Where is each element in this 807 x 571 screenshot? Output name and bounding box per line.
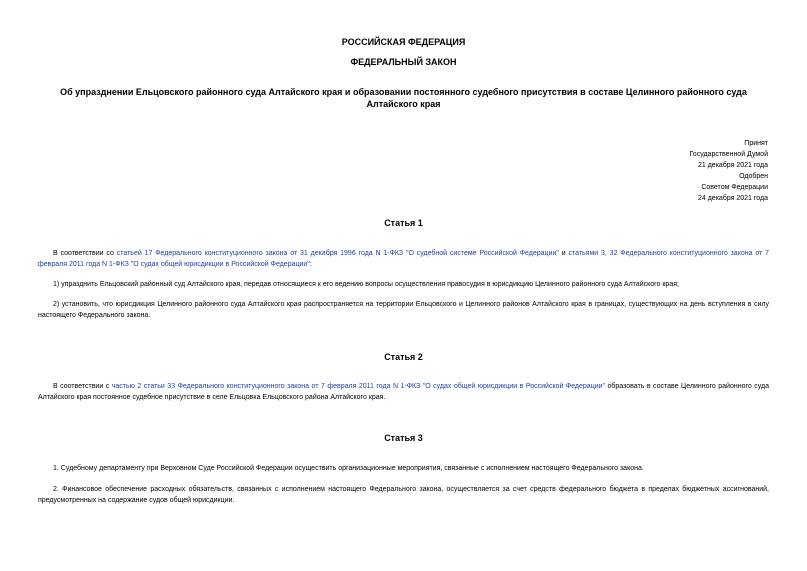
accept-line: Советом Федерации [701,184,768,191]
article-1-paragraph-1: В соответствии со статьей 17 Федерального конституционного закона от 31 декабря 1996 года N 1-ФКЗ "О судебной системе Российской Федерации" и статьями 3, 32 Федерального конституционного закона от 7 февраля 2011 года N 1-ФКЗ "О судах общей юрисдикции в Российской Федерации": [38,250,769,268]
article-2-paragraph-1: В соответствии с частью 2 статьи 33 Федерального конституционного закона от 7 февраля 2011 года N 1-ФКЗ "О судах общей юрисдикции в Российской Федерации" образовать в составе Целинного районного суда Алтайского края постоянное судебное присутствие в селе Ельцовка Ельцовского района Алтайского края. [38,383,770,401]
country-heading: РОССИЙСКАЯ ФЕДЕРАЦИЯ [341,37,466,47]
accept-line: Государственной Думой [689,151,768,158]
accept-line: 21 декабря 2021 года [697,162,768,169]
link-part-2-article-33-fkz-2011[interactable]: частью 2 статьи 33 Федерального конституционного закона от 7 февраля 2011 года N 1-ФКЗ "О судах общей юрисдикции в Российской Федерации" [111,383,606,390]
link-articles-3-32-fkz-2011[interactable]: статьями 3, 32 Федерального конституционного закона от 7 февраля 2011 года N 1-ФКЗ "О судах общей юрисдикции в Российской Федерации" [38,250,769,268]
article-3-heading: Статья 3 [384,433,423,443]
law-type-heading: ФЕДЕРАЛЬНЫЙ ЗАКОН [350,57,457,67]
acceptance-block [689,138,768,204]
article-3-paragraph-1: 1. Судебному департаменту при Верховном Суде Российской Федерации осуществить организационные мероприятия, связанные с исполнением настоящего Федерального закона. [53,465,644,472]
law-title: Об упразднении Ельцовского районного суда Алтайского края и образовании постоянного судебного присутствия в составе Целинного районного суда Алтайского края [60,87,747,109]
article-1-paragraph-2: 1) упразднить Ельцовский районный суд Алтайского края, передав относящиеся к его ведению вопросы осуществления правосудия в юрисдикцию Целинного районного суда Алтайского края; [53,281,679,288]
link-article-17-fkz-1996[interactable]: статьей 17 Федерального конституционного закона от 31 декабря 1996 года N 1-ФКЗ "О судебной системе Российской Федерации" [116,250,559,257]
accept-line: Принят [744,140,768,147]
article-2-heading: Статья 2 [384,352,423,362]
accept-line: Одобрен [739,173,768,180]
document-page [38,0,769,571]
accept-line: 24 декабря 2021 года [697,195,768,202]
article-1-paragraph-3: 2) установить, что юрисдикция Целинного районного суда Алтайского края распространяется на территории Ельцовского и Целинного районов Алтайского края в границах, существующих на день вступления в силу настоящего Федерального закона. [38,301,769,319]
article-1-heading: Статья 1 [384,218,423,228]
article-3-paragraph-2: 2. Финансовое обеспечение расходных обязательств, связанных с исполнением настоящего Федерального закона, осуществляется за счет средств федерального бюджета в пределах бюджетных ассигнований, предусмотренных на содержание судов общей юрисдикции. [38,486,769,504]
